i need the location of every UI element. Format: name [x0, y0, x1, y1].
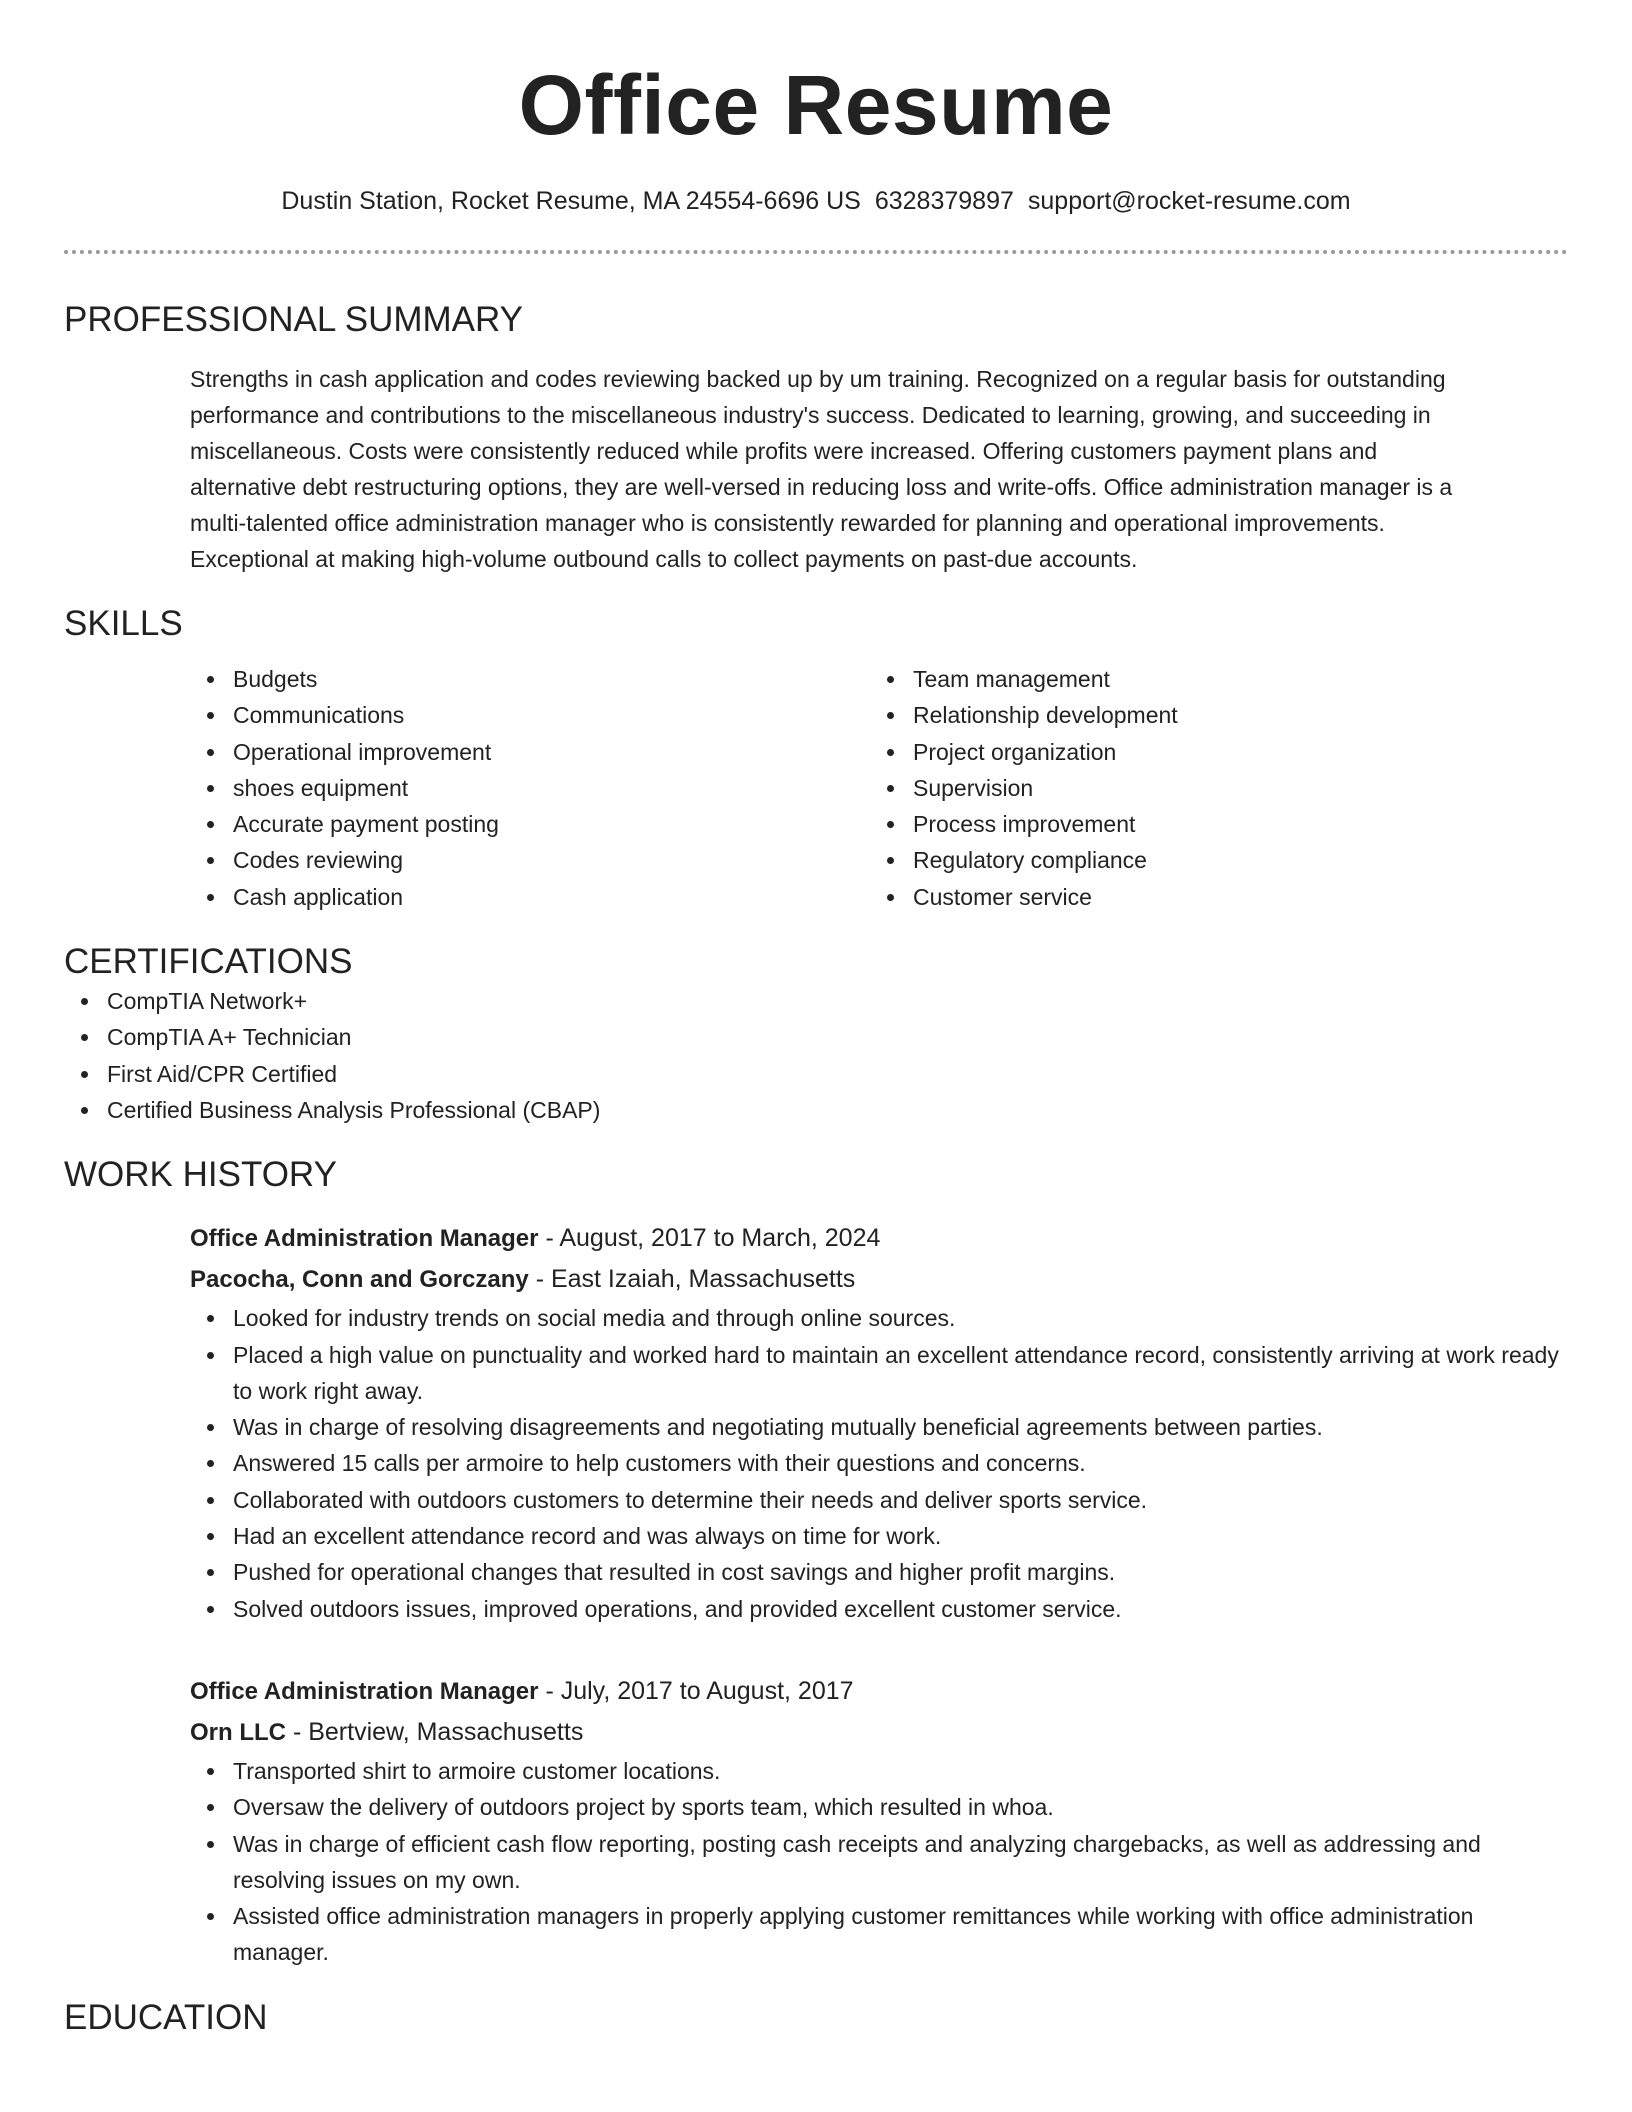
skills-list-left [190, 661, 870, 915]
job-bullet: Answered 15 calls per armoire to help customers with their questions and concerns. [190, 1445, 1568, 1481]
section-title-skills: SKILLS [64, 604, 183, 643]
job-bullet: Oversaw the delivery of outdoors project by sports team, which resulted in whoa. [190, 1789, 1568, 1825]
job-bullet: Had an excellent attendance record and was always on time for work. [190, 1518, 1568, 1554]
job-bullet: Placed a high value on punctuality and worked hard to maintain an excellent attendance record, consistently arriving at work ready to work right away. [190, 1337, 1568, 1410]
job-bullet-list [190, 1300, 1568, 1627]
section-title-work-history: WORK HISTORY [64, 1155, 337, 1195]
skills-column-left [190, 661, 870, 915]
job-bullet: Transported shirt to armoire customer locations. [190, 1753, 1568, 1789]
skill-item: Relationship development [870, 697, 1550, 733]
summary-line: miscellaneous. Costs were consistently reduced while profits were increased. Offering customers payment plans and [190, 438, 1378, 464]
job-entry [190, 1671, 1568, 1971]
summary-line: performance and contributions to the miscellaneous industry's success. Dedicated to learning, growing, and succeeding in [190, 402, 1431, 428]
job-role: Office Administration Manager [190, 1677, 539, 1705]
summary-line: Strengths in cash application and codes reviewing backed up by um training. Recognized on a regular basis for outstanding [190, 366, 1446, 392]
header-divider [64, 250, 1568, 254]
contact-info [64, 184, 1568, 218]
skill-item: Communications [190, 697, 870, 733]
job-location: - Bertview, Massachusetts [286, 1717, 584, 1746]
job-bullet: Assisted office administration managers in properly applying customer remittances while working with office administration manager. [190, 1898, 1568, 1971]
summary-line: multi-talented office administration manager who is consistently rewarded for planning and operational improvements. [190, 510, 1385, 536]
skill-item: Customer service [870, 879, 1550, 915]
job-company-line [190, 1712, 1568, 1753]
skill-item: Accurate payment posting [190, 806, 870, 842]
job-company: Orn LLC [190, 1718, 286, 1746]
job-bullet: Pushed for operational changes that resulted in cost savings and higher profit margins. [190, 1554, 1568, 1590]
contact-address: Dustin Station, Rocket Resume, MA 24554-6696 US [281, 187, 861, 215]
certifications-list [64, 983, 1568, 1128]
certification-item: CompTIA A+ Technician [64, 1019, 1568, 1055]
skill-item: Team management [870, 661, 1550, 697]
job-company: Pacocha, Conn and Gorczany [190, 1266, 529, 1294]
section-title-summary: PROFESSIONAL SUMMARY [64, 300, 523, 339]
skills-list-right [870, 661, 1550, 915]
job-bullet: Solved outdoors issues, improved operations, and provided excellent customer service. [190, 1591, 1568, 1627]
certification-item: First Aid/CPR Certified [64, 1056, 1568, 1092]
certification-item: Certified Business Analysis Professional (CBAP) [64, 1092, 1568, 1128]
contact-phone: 6328379897 [874, 187, 1014, 215]
skill-item: Process improvement [870, 806, 1550, 842]
skills-grid [190, 661, 1568, 915]
summary-line: Exceptional at making high-volume outbound calls to collect payments on past-due accounts. [190, 546, 1138, 572]
job-bullet: Collaborated with outdoors customers to determine their needs and deliver sports service. [190, 1482, 1568, 1518]
job-title-line [190, 1671, 1568, 1712]
job-bullet: Looked for industry trends on social media and through online sources. [190, 1300, 1568, 1336]
job-location: - East Izaiah, Massachusetts [528, 1265, 856, 1294]
skill-item: Budgets [190, 661, 870, 697]
resume-name: Office Resume [518, 58, 1114, 152]
job-entry [190, 1218, 1568, 1627]
skill-item: Supervision [870, 770, 1550, 806]
section-title-certifications: CERTIFICATIONS [64, 942, 353, 982]
resume-page [64, 0, 1568, 2039]
job-bullet: Was in charge of resolving disagreements and negotiating mutually beneficial agreements between parties. [190, 1409, 1568, 1445]
job-company-line [190, 1259, 1568, 1300]
skill-item: Operational improvement [190, 734, 870, 770]
skill-item: Cash application [190, 879, 870, 915]
job-dates: - August, 2017 to March, 2024 [538, 1224, 881, 1253]
summary-line: alternative debt restructuring options, they are well-versed in reducing loss and write-offs. Office administration manager is a [190, 474, 1453, 500]
summary-text [190, 361, 1568, 577]
job-title-line [190, 1218, 1568, 1259]
job-bullet: Was in charge of efficient cash flow reporting, posting cash receipts and analyzing chargebacks, as well as addressing and resolving issues on my own. [190, 1826, 1568, 1899]
job-bullet-list [190, 1753, 1568, 1971]
skill-item: Project organization [870, 734, 1550, 770]
certification-item: CompTIA Network+ [64, 983, 1568, 1019]
contact-email: support@rocket-resume.com [1027, 187, 1351, 215]
job-dates: - July, 2017 to August, 2017 [538, 1676, 854, 1705]
skill-item: shoes equipment [190, 770, 870, 806]
job-role: Office Administration Manager [190, 1225, 539, 1253]
skill-item: Codes reviewing [190, 842, 870, 878]
section-title-education: EDUCATION [64, 1997, 268, 2037]
skills-column-right [870, 661, 1550, 915]
skill-item: Regulatory compliance [870, 842, 1550, 878]
